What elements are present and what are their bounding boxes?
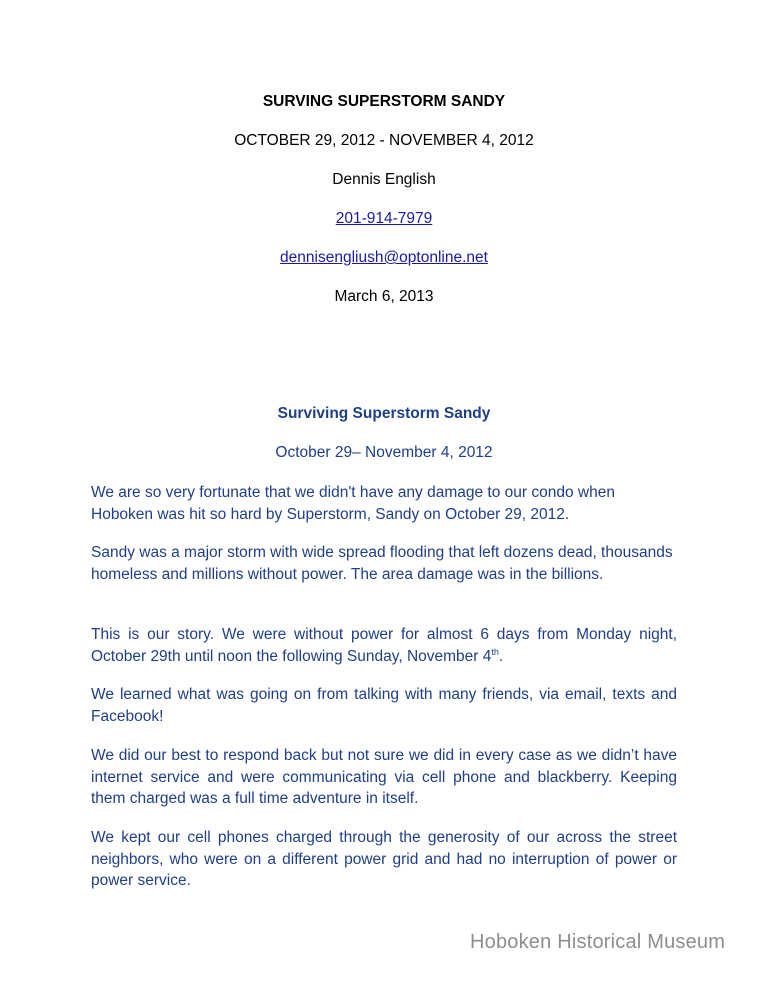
document-title: SURVING SUPERSTORM SANDY [262, 93, 506, 110]
story-paragraph [91, 624, 677, 667]
paragraph-text: This is our story. We were without power for almost 6 days from Monday night, October 29th until noon the following Sunday, November 4 [91, 626, 677, 665]
document-date: March 6, 2013 [334, 288, 434, 305]
story-paragraph: We did our best to respond back but not sure we did in every case as we didn’t have internet service and were communicating via cell phone and blackberry. Keeping them charged was a full time adventure in itself. [91, 747, 677, 807]
museum-watermark: Hoboken Historical Museum [470, 931, 726, 953]
phone-line [0, 209, 768, 229]
story-paragraph: Sandy was a major storm with wide spread flooding that left dozens dead, thousands homeless and millions without power. The area damage was in the billions. [91, 544, 673, 583]
ordinal-superscript: th [491, 646, 499, 657]
story-dates: October 29– November 4, 2012 [275, 444, 493, 461]
story-paragraph: We kept our cell phones charged through the generosity of our across the street neighbors, who were on a different power grid and had no interruption of power or power service. [91, 829, 677, 889]
story-paragraph: We learned what was going on from talking with many friends, via email, texts and Facebook! [91, 686, 677, 725]
email-line [0, 248, 768, 268]
story-paragraph: We are so very fortunate that we didn't have any damage to our condo when Hoboken was hit so hard by Superstorm, Sandy on October 29, 2012. [91, 484, 615, 523]
email-link[interactable]: dennisengliush@optonline.net [280, 249, 488, 266]
story-title: Surviving Superstorm Sandy [277, 405, 491, 422]
document-dates: OCTOBER 29, 2012 - NOVEMBER 4, 2012 [234, 132, 534, 149]
paragraph-end: . [498, 647, 504, 665]
author-name: Dennis English [332, 171, 436, 188]
phone-link[interactable]: 201-914-7979 [335, 210, 433, 227]
